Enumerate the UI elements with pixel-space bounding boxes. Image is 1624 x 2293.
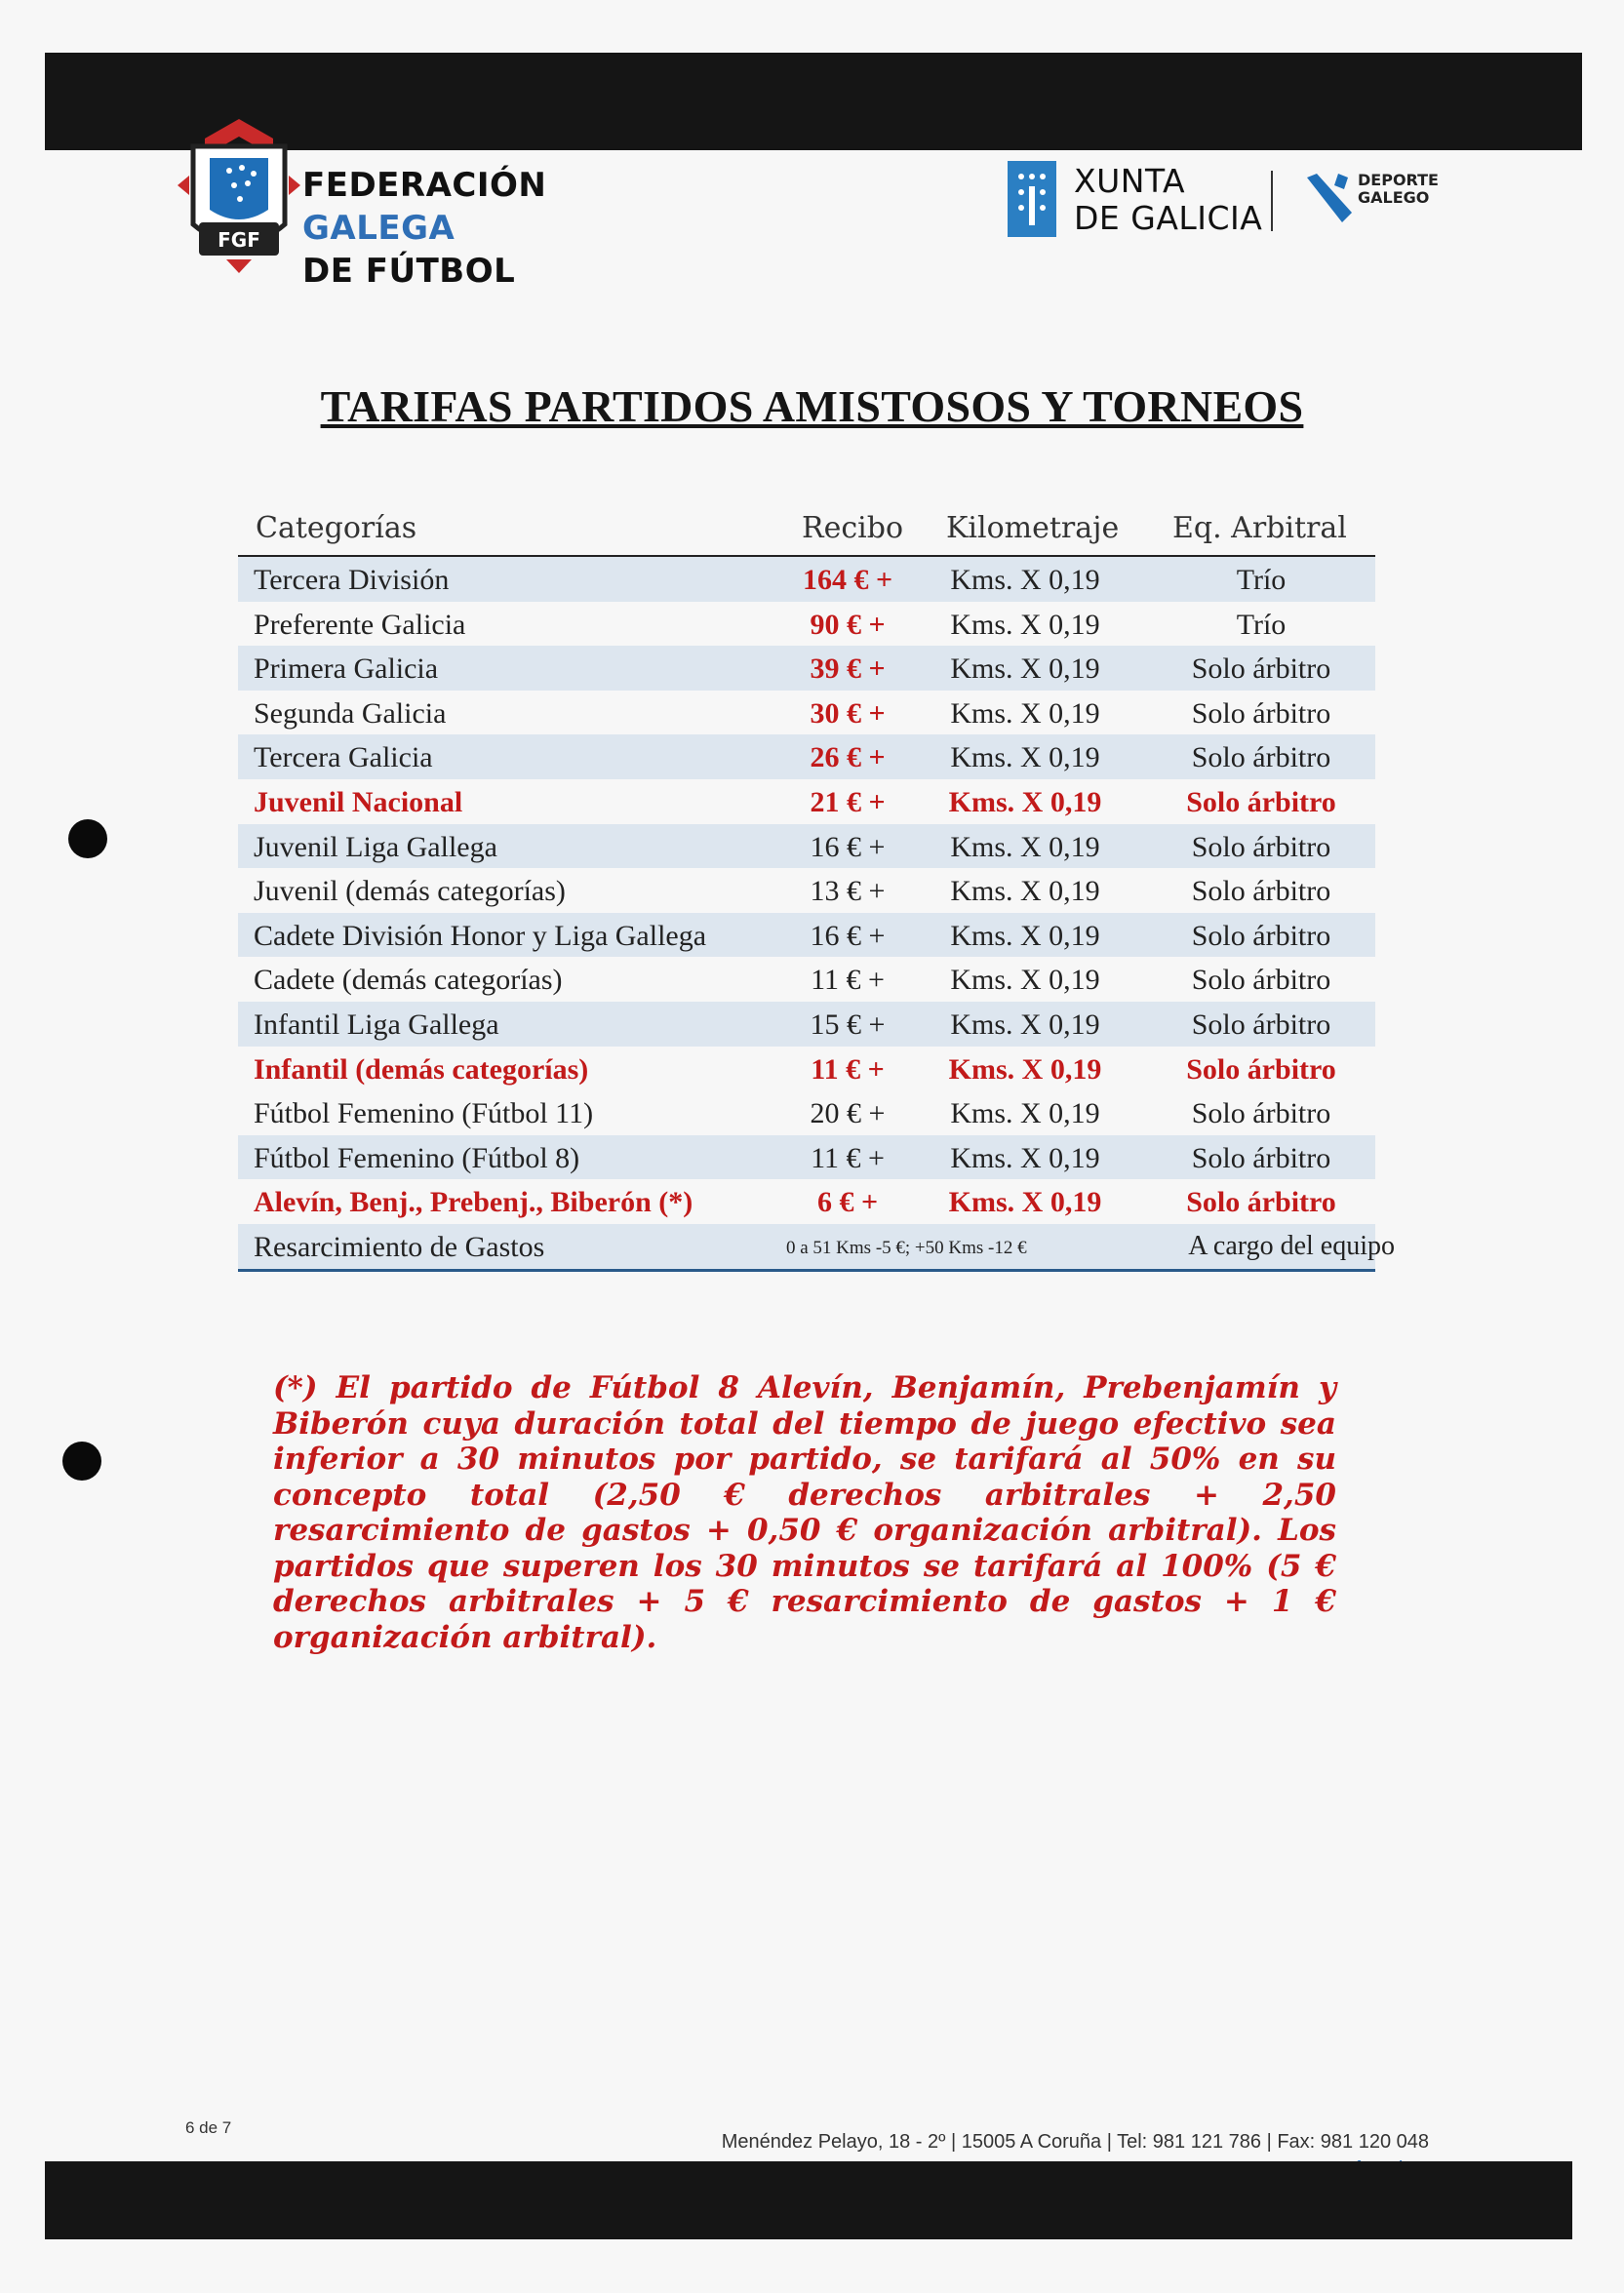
cell-categoria: Juvenil Liga Gallega — [254, 830, 497, 863]
cell-recibo: 16 € + — [810, 830, 886, 863]
cell-recibo: 26 € + — [810, 741, 886, 774]
table-row — [238, 646, 1375, 691]
deporte-line-2: GALEGO — [1358, 188, 1430, 207]
cell-arbitral: Solo árbitro — [1191, 741, 1331, 774]
deporte-line-1: DEPORTE — [1358, 171, 1439, 189]
fgf-name-3: DE FÚTBOL — [302, 252, 516, 291]
cell-km: Kms. X 0,19 — [950, 652, 1100, 686]
cell-recibo: 11 € + — [811, 1052, 885, 1086]
cell-km: Kms. X 0,19 — [950, 608, 1100, 641]
xunta-emblem-icon — [1008, 161, 1056, 237]
cell-categoria: Juvenil (demás categorías) — [254, 875, 566, 908]
fgf-name-2: GALEGA — [302, 209, 456, 248]
table-row — [238, 1224, 1395, 1269]
cell-arbitral: Solo árbitro — [1191, 696, 1331, 730]
header-kilometraje: Kilometraje — [946, 511, 1120, 545]
cell-arbitral: Solo árbitro — [1191, 652, 1331, 686]
header-arbitral: Eq. Arbitral — [1172, 511, 1347, 545]
table-row — [238, 602, 1375, 647]
cell-arbitral: Solo árbitro — [1191, 830, 1331, 863]
cell-recibo: 11 € + — [811, 1141, 885, 1174]
cell-recibo: 39 € + — [810, 652, 886, 686]
cell-categoria: Resarcimiento de Gastos — [254, 1230, 545, 1263]
page-title: TARIFAS PARTIDOS AMISTOSOS Y TORNEOS — [320, 381, 1304, 431]
cell-categoria: Preferente Galicia — [254, 608, 466, 641]
cell-recibo: 16 € + — [810, 919, 886, 952]
cell-km: Kms. X 0,19 — [950, 1141, 1100, 1174]
tarifas-table — [238, 499, 1395, 1272]
cell-arbitral: Solo árbitro — [1191, 919, 1331, 952]
xunta-line-1: XUNTA — [1074, 162, 1186, 200]
deporte-mark-icon — [1303, 170, 1358, 228]
table-row — [238, 1179, 1375, 1224]
table-row — [238, 557, 1375, 602]
cell-km: Kms. X 0,19 — [950, 919, 1100, 952]
cell-categoria: Juvenil Nacional — [254, 785, 463, 818]
fgf-badge: FGF — [218, 228, 260, 252]
cell-km: Kms. X 0,19 — [950, 696, 1100, 730]
hole-punch-mark — [62, 1442, 101, 1481]
table-row — [238, 1135, 1375, 1180]
cell-recibo: 13 € + — [810, 875, 886, 908]
cell-km: Kms. X 0,19 — [948, 785, 1102, 818]
table-row — [238, 957, 1375, 1002]
cell-arbitral: Solo árbitro — [1186, 785, 1336, 818]
cell-categoria: Fútbol Femenino (Fútbol 11) — [254, 1097, 594, 1130]
cell-arbitral: Solo árbitro — [1191, 875, 1331, 908]
cell-arbitral: Solo árbitro — [1186, 1052, 1336, 1086]
cell-recibo: 20 € + — [810, 1097, 886, 1130]
cell-categoria: Fútbol Femenino (Fútbol 8) — [254, 1141, 580, 1174]
cell-arbitral: Solo árbitro — [1191, 1097, 1331, 1130]
cell-categoria: Tercera División — [254, 564, 450, 596]
cell-categoria: Segunda Galicia — [254, 696, 447, 730]
table-row — [238, 868, 1375, 913]
fgf-logo — [176, 117, 663, 291]
cell-km: Kms. X 0,19 — [948, 1186, 1102, 1219]
header-recibo: Recibo — [802, 511, 904, 545]
cell-km: Kms. X 0,19 — [950, 1008, 1100, 1041]
table-header — [238, 499, 1375, 557]
cell-km: Kms. X 0,19 — [950, 1097, 1100, 1130]
cell-recibo: 90 € + — [810, 608, 886, 641]
xunta-line-2: DE GALICIA — [1074, 199, 1263, 237]
table-row — [238, 1090, 1375, 1135]
table-row — [238, 1002, 1375, 1047]
cell-categoria: Alevín, Benj., Prebenj., Biberón (*) — [254, 1186, 693, 1219]
cell-arbitral: Solo árbitro — [1186, 1186, 1336, 1219]
cell-recibo: 6 € + — [816, 1186, 879, 1219]
cell-arbitral: Solo árbitro — [1191, 1141, 1331, 1174]
table-bottom-rule — [238, 1269, 1375, 1272]
header-categoria: Categorías — [256, 511, 417, 545]
cell-km: Kms. X 0,19 — [950, 964, 1100, 997]
cell-arbitral: A cargo del equipo — [1188, 1230, 1395, 1261]
cell-categoria: Infantil (demás categorías) — [254, 1052, 589, 1086]
cell-arbitral: Solo árbitro — [1191, 964, 1331, 997]
fgf-shield-icon — [176, 117, 302, 273]
bottom-scan-bar — [45, 2161, 1572, 2239]
cell-km: Kms. X 0,19 — [950, 875, 1100, 908]
xunta-logo — [1008, 161, 1281, 239]
cell-km: Kms. X 0,19 — [948, 1052, 1102, 1086]
footer-address: Menéndez Pelayo, 18 - 2º | 15005 A Coruña | Tel: 981 121 786 | Fax: 981 120 048 — [721, 2131, 1429, 2153]
cell-recibo: 164 € + — [802, 564, 893, 596]
cell-arbitral: Trío — [1236, 608, 1287, 641]
cell-categoria: Primera Galicia — [254, 652, 439, 686]
table-row — [238, 824, 1375, 869]
cell-resarcimiento-detalle: 0 a 51 Kms -5 €; +50 Kms -12 € — [786, 1237, 1027, 1258]
cell-arbitral: Solo árbitro — [1191, 1008, 1331, 1041]
page-number: 6 de 7 — [185, 2118, 232, 2137]
table-row — [238, 691, 1375, 735]
cell-categoria: Cadete División Honor y Liga Gallega — [254, 919, 707, 952]
logo-divider — [1271, 171, 1273, 231]
deporte-galego-logo — [1303, 168, 1459, 236]
table-row — [238, 779, 1375, 824]
cell-categoria: Tercera Galicia — [254, 741, 433, 774]
cell-km: Kms. X 0,19 — [950, 564, 1100, 596]
hole-punch-mark — [68, 819, 107, 858]
cell-categoria: Cadete (demás categorías) — [254, 964, 563, 997]
cell-km: Kms. X 0,19 — [950, 830, 1100, 863]
table-row — [238, 913, 1375, 958]
table-row — [238, 1047, 1375, 1091]
cell-arbitral: Trío — [1236, 564, 1287, 596]
cell-recibo: 30 € + — [810, 696, 886, 730]
table-row — [238, 734, 1375, 779]
cell-km: Kms. X 0,19 — [950, 741, 1100, 774]
cell-recibo: 21 € + — [810, 785, 886, 818]
cell-categoria: Infantil Liga Gallega — [254, 1008, 499, 1041]
footnote: (*) El partido de Fútbol 8 Alevín, Benjamín, Prebenjamín y Biberón cuya duración total del tiempo de juego efectivo sea inferior a 30 minutos por partido, se tarifará al 50% en su concepto total (2,50 € derechos arbitrales + 2,50 resarcimiento de gastos + 0,50 € organización arbitral). Los partidos que superen los 30 minutos se tarifará al 100% (5 € derechos arbitrales + 5 € resarcimiento de gastos + 1 € organización arbitral). — [273, 1370, 1336, 1655]
cell-recibo: 15 € + — [810, 1008, 886, 1041]
fgf-name-1: FEDERACIÓN — [302, 166, 547, 205]
cell-recibo: 11 € + — [811, 964, 885, 997]
